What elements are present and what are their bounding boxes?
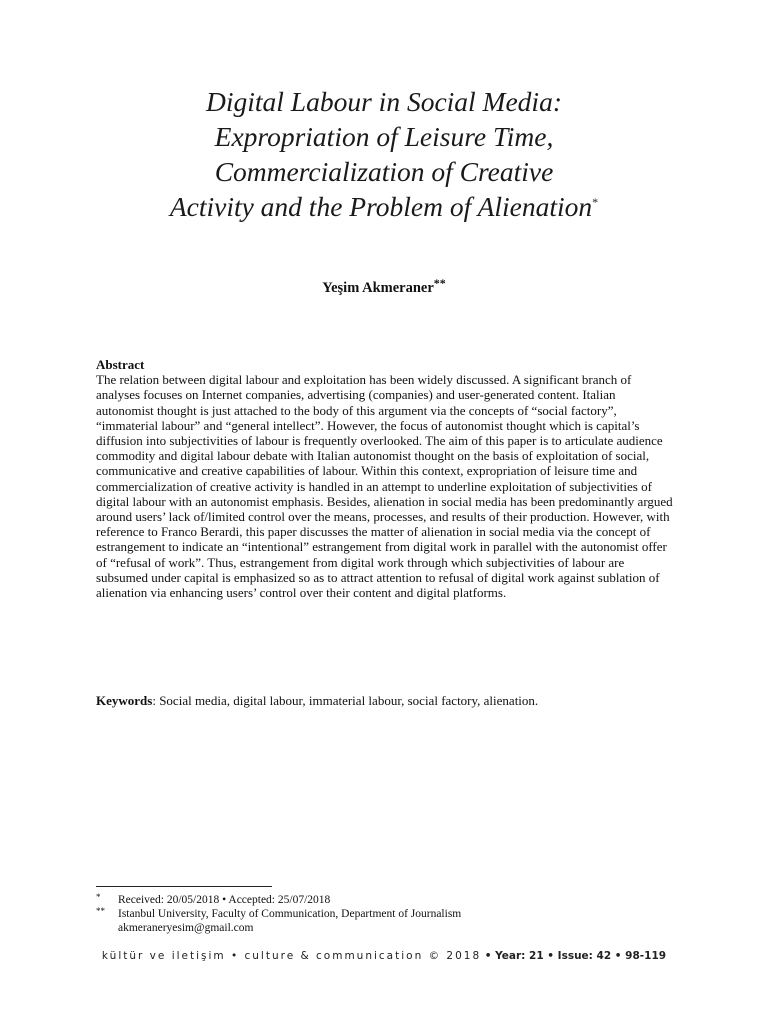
title-line-1: Digital Labour in Social Media:	[206, 86, 562, 117]
keywords-label: Keywords	[96, 693, 153, 708]
title-line-4-text: Activity and the Problem of Alienation	[169, 191, 593, 222]
footnote-mark-1: *	[96, 892, 101, 902]
keywords-text: : Social media, digital labour, immaterial labour, social factory, alienation.	[152, 693, 539, 708]
abstract-body: The relation between digital labour and exploitation has been widely discussed. A significant branch of analyses focuses on Internet companies, advertising (companies) and user-generated content. Italian autonomist thought is just attached to the body of this argument via the concepts of “social factory”, “immaterial labour” and “general intellect”. However, the focus of autonomist thought which is capital’s diffusion into subjectivities of labour is frequently overlooked. The aim of this paper is to articulate audience commodity and digital labour debate with Italian autonomist thought on the basis of exploitation of social, communicative and creative capabilities of labour. Within this context, expropriation of leisure time and commercialization of creative activity is handled in an attempt to underline exploitation of subjectivities of digital labour with an autonomist emphasis. Besides, alienation in social media has been predominantly argued around users’ lack of/limited control over the means, processes, and results of their production. However, with reference to Franco Berardi, this paper discusses the matter of alienation in social media via the concept of estrangement to indicate an “intentional” estrangement from digital work in parallel with the autonomist offer of “refusal of work”. Thus, estrangement from digital work through which subjectivities of labour are subsumed under capital is emphasized so as to attract attention to refusal of digital work against sublation of alienation via enhancing users’ control over their content and digital platforms.	[96, 372, 673, 601]
author-footnote-mark: **	[433, 276, 446, 290]
title-line-2: Expropriation of Leisure Time,	[214, 121, 554, 152]
abstract-heading: Abstract	[96, 357, 145, 372]
footnote-rule	[96, 886, 272, 887]
title-line-3: Commercialization of Creative	[214, 156, 554, 187]
author-email: akmeraneryesim@gmail.com	[118, 922, 254, 934]
journal-footer	[0, 950, 768, 962]
footnote-affiliation-text: Istanbul University, Faculty of Communication, Department of Journalism	[118, 908, 462, 920]
footnote-received-text: Received: 20/05/2018 • Accepted: 25/07/2018	[118, 894, 331, 906]
footnote-affiliation	[96, 907, 676, 921]
journal-name: kültür ve iletişim • culture & communication © 2018	[101, 950, 482, 962]
footnote-mark-2: **	[96, 906, 105, 916]
title-line-4	[60, 189, 708, 224]
keywords-section	[96, 693, 674, 708]
footnotes	[96, 893, 676, 935]
author-name: Yeşim Akmeraner	[322, 280, 434, 296]
title-footnote-mark: *	[592, 195, 599, 209]
journal-meta: • Year: 21 • Issue: 42 • 98-119	[481, 950, 667, 962]
author-line	[0, 276, 768, 297]
abstract-section	[96, 357, 674, 600]
paper-title	[60, 84, 708, 224]
footnote-received	[96, 893, 676, 907]
